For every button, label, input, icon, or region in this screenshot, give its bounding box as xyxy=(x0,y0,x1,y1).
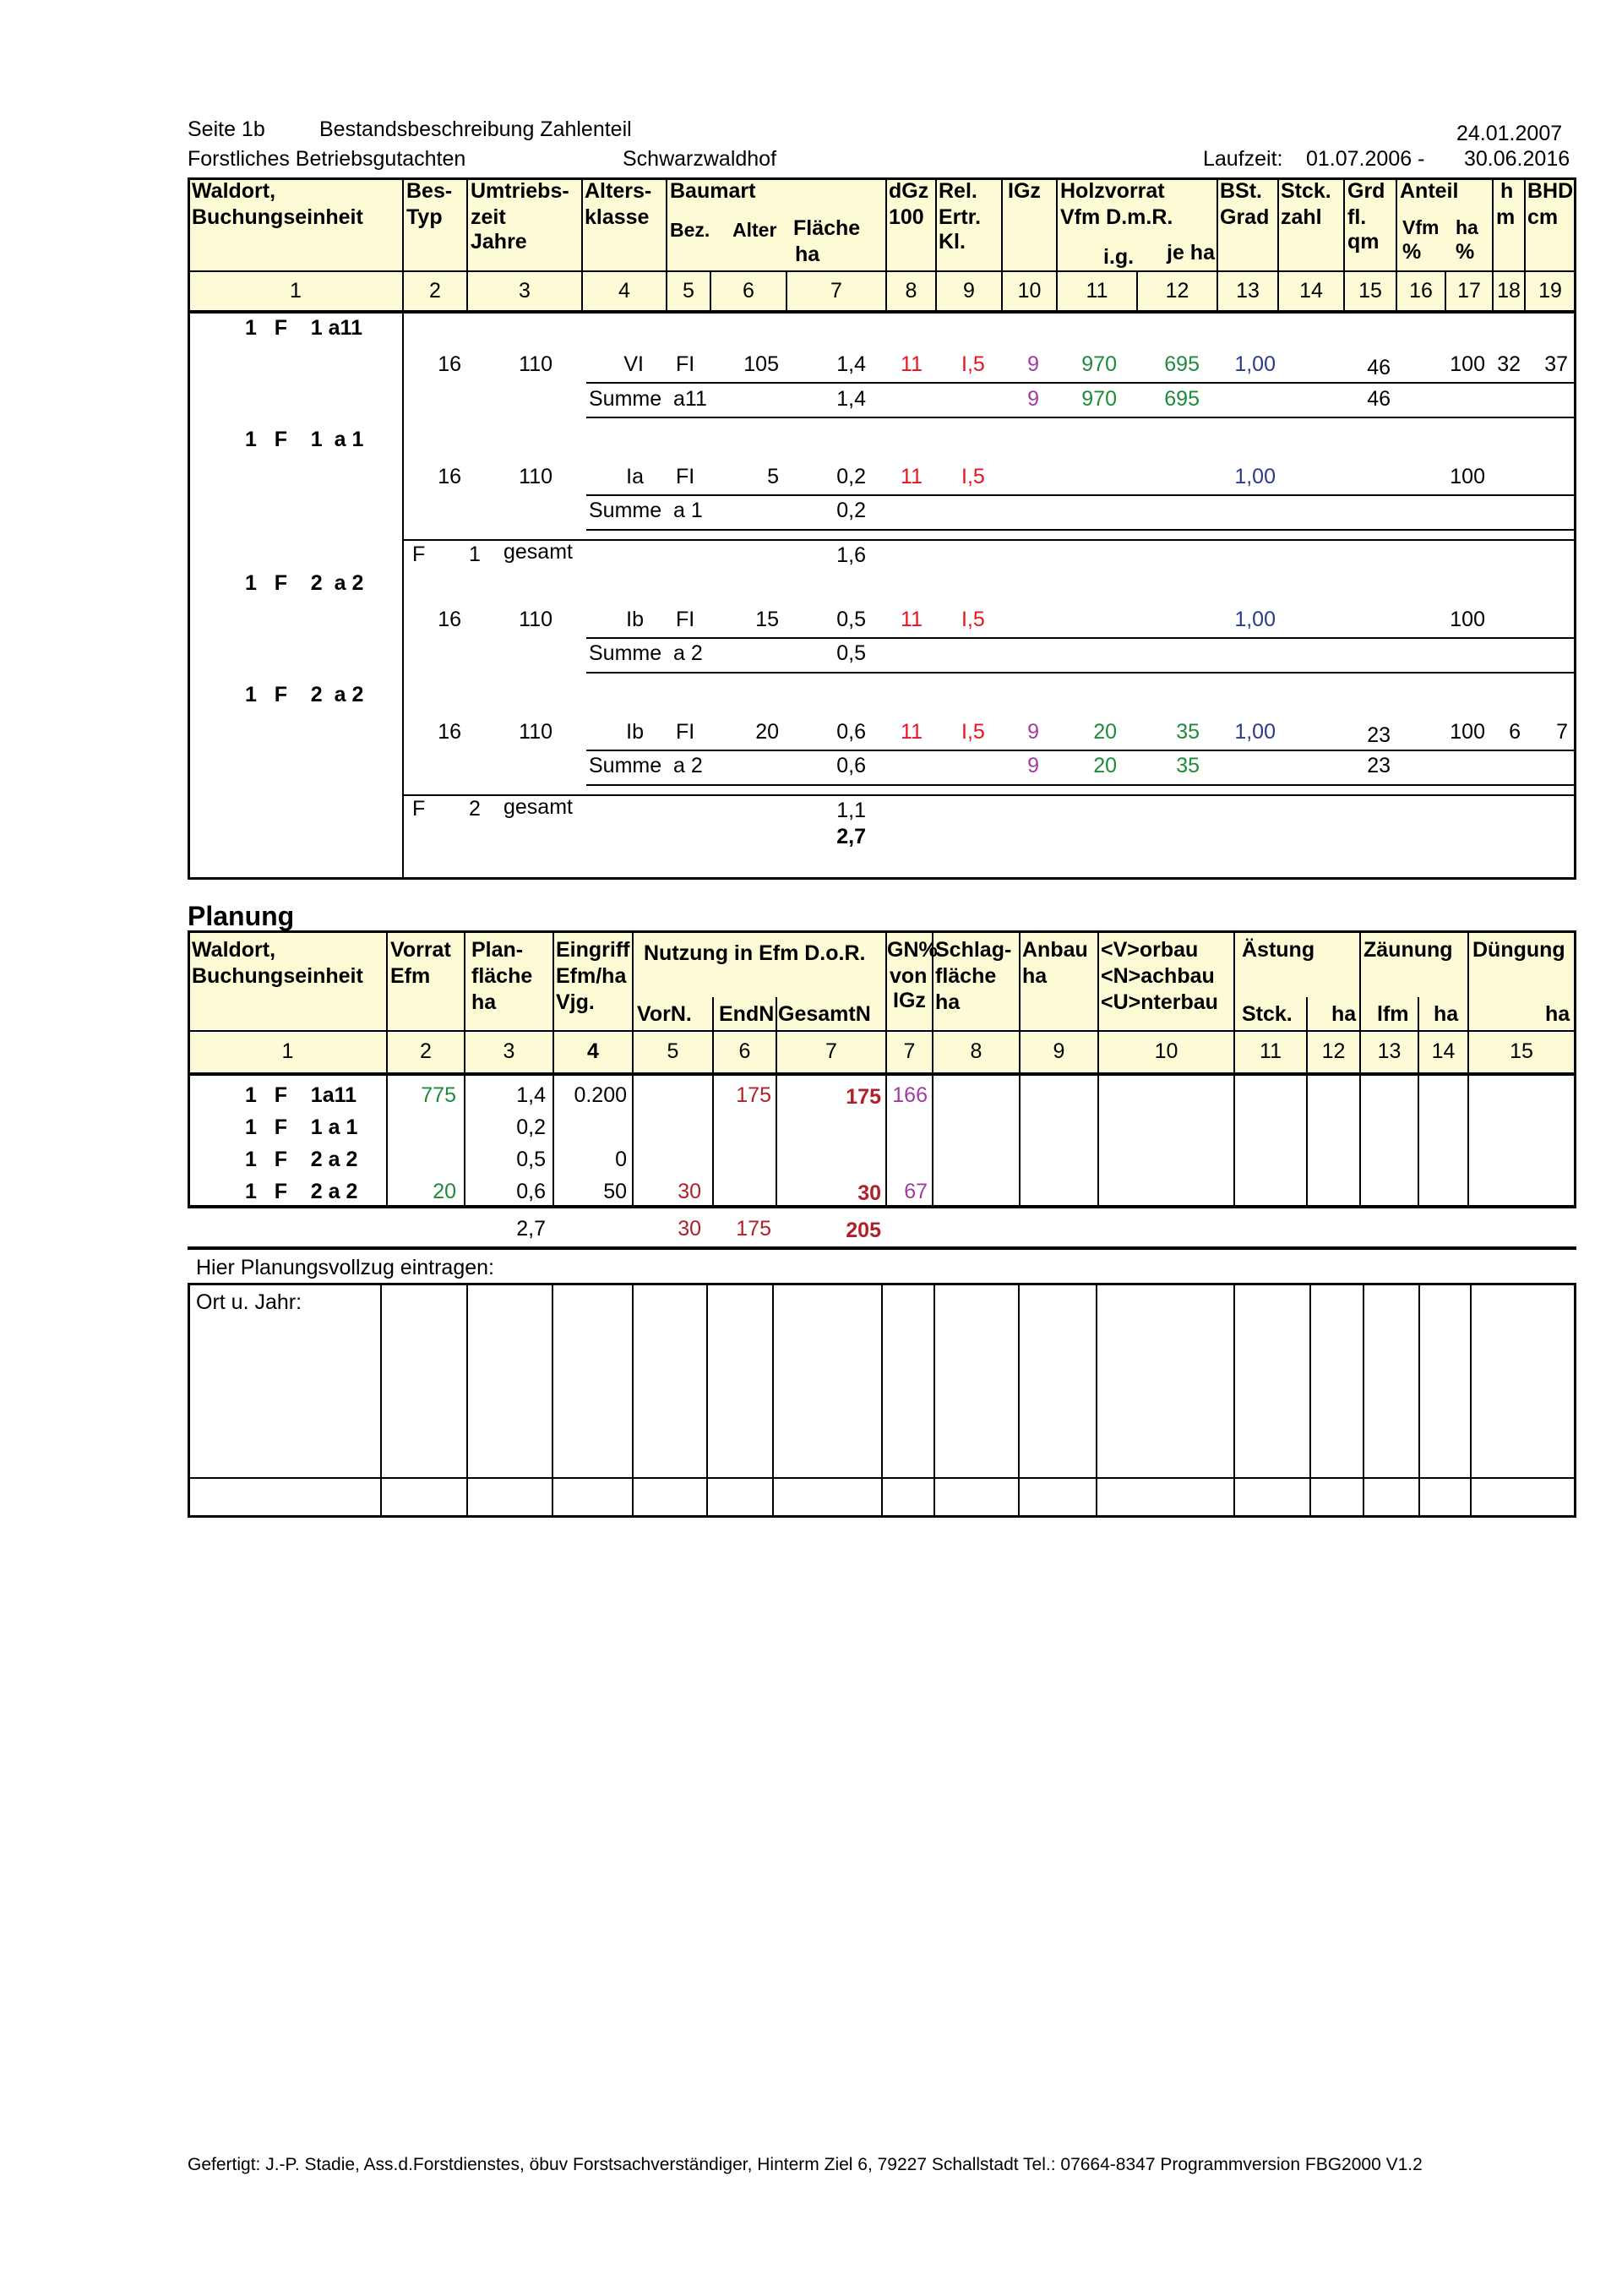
rel-ertr: I,5 xyxy=(961,352,985,376)
colnum: 1 xyxy=(290,279,302,303)
hdr-bes: Bes- xyxy=(406,179,453,203)
baumart-bez: FI xyxy=(676,720,695,744)
hdr-ha2: ha xyxy=(1456,216,1478,238)
hdr-rel: Rel. xyxy=(939,179,977,203)
umtrieb: 110 xyxy=(519,465,552,488)
gesamt-nr: 2 xyxy=(469,797,481,821)
p-flaeche: 0,6 xyxy=(516,1180,546,1203)
col-sep xyxy=(1359,930,1361,1207)
colnum: 19 xyxy=(1538,279,1562,303)
p-row-label: 1 F 2 a 2 xyxy=(245,1180,358,1203)
p-colnum: 10 xyxy=(1154,1039,1178,1063)
col-sep xyxy=(380,1283,382,1518)
p-hdr-vorn: VorN. xyxy=(637,1002,692,1026)
hdr-holzvorrat: Holzvorrat xyxy=(1060,179,1165,203)
p-hdr-ast-stck: Stck. xyxy=(1242,1002,1293,1026)
col-sep xyxy=(188,1073,190,1207)
anteil: 100 xyxy=(1450,720,1485,744)
rule xyxy=(586,672,1576,674)
rule xyxy=(586,494,1576,496)
p-row-label: 1 F 2 a 2 xyxy=(245,1148,358,1171)
colnum: 18 xyxy=(1497,279,1521,303)
col-sep xyxy=(1418,997,1419,1207)
p-hdr-buchung: Buchungseinheit xyxy=(192,964,363,988)
alter: 105 xyxy=(743,352,779,376)
unit-label: 1 F 1 a 1 xyxy=(245,428,364,451)
gesamt-f: F xyxy=(412,543,426,566)
hdr-qm: qm xyxy=(1347,230,1380,254)
anteil: 100 xyxy=(1450,608,1485,631)
summe-flaeche: 0,2 xyxy=(836,499,866,522)
summe-grd: 46 xyxy=(1367,387,1391,411)
p-hdr-anbau: Anbau xyxy=(1022,938,1088,962)
hdr-jahre: Jahre xyxy=(471,230,527,254)
hdr-stck: Stck. xyxy=(1281,179,1331,203)
col-sep xyxy=(1019,930,1021,1207)
hdr-zeit: zeit xyxy=(471,205,506,229)
hdr-vfm: Vfm xyxy=(1402,216,1440,238)
rule xyxy=(586,529,1576,531)
dgz: 11 xyxy=(901,608,923,631)
p-total-gesamtn: 205 xyxy=(846,1219,881,1242)
col-sep xyxy=(1470,1283,1472,1518)
hdr-pct2: % xyxy=(1456,240,1475,264)
altersklasse: Ib xyxy=(626,720,644,744)
gesamt-flaeche: 1,1 xyxy=(836,799,866,822)
hdr-igz: IGz xyxy=(1008,179,1041,203)
p-colnum: 8 xyxy=(970,1039,982,1063)
laufzeit-to: 30.06.2016 xyxy=(1464,147,1570,171)
col-sep xyxy=(464,930,465,1207)
p-colnum: 7 xyxy=(903,1039,916,1063)
rule xyxy=(188,1030,1576,1032)
hdr-buchung: Buchungseinheit xyxy=(192,205,363,229)
anteil: 100 xyxy=(1450,465,1485,488)
bestockungsgrad: 1,00 xyxy=(1234,352,1276,376)
summe-ig: 970 xyxy=(1081,387,1117,411)
p-flaeche: 0,5 xyxy=(516,1148,546,1171)
baumart-bez: FI xyxy=(676,608,695,631)
summe-jeha: 695 xyxy=(1164,387,1200,411)
hdr-grd: Grd xyxy=(1347,179,1385,203)
p-flaeche: 0,2 xyxy=(516,1115,546,1139)
report-date: 24.01.2007 xyxy=(1456,122,1563,145)
hdr-klasse: klasse xyxy=(585,205,650,229)
p-hdr-gesamtn: GesamtN xyxy=(778,1002,871,1026)
col-sep xyxy=(1018,1283,1020,1518)
hdr-ha: ha xyxy=(795,243,820,266)
p-vorn: 30 xyxy=(678,1180,701,1203)
summe-igz: 9 xyxy=(1027,754,1039,777)
vorrat-ig: 970 xyxy=(1081,352,1117,376)
laufzeit-label: Laufzeit: xyxy=(1203,147,1283,171)
baumart-bez: FI xyxy=(676,465,695,488)
p-hdr-flaeche: fläche xyxy=(471,964,533,988)
colnum: 3 xyxy=(519,279,531,303)
rule xyxy=(586,417,1576,418)
p-colnum: 9 xyxy=(1053,1039,1065,1063)
p-hdr-efmha: Efm/ha xyxy=(556,964,627,988)
vorrat-ig: 20 xyxy=(1093,720,1117,744)
p-hdr-schlag: Schlag- xyxy=(935,938,1012,962)
umtrieb: 110 xyxy=(519,352,552,376)
grundflaeche: 46 xyxy=(1367,356,1391,379)
colnum: 17 xyxy=(1457,279,1481,303)
gesamt-f: F xyxy=(412,797,426,821)
colnum: 9 xyxy=(963,279,975,303)
p-row-label: 1 F 1a11 xyxy=(245,1083,357,1107)
grundflaeche: 23 xyxy=(1367,723,1391,747)
p-hdr-nachbau: <N>achbau xyxy=(1101,964,1215,988)
flaeche: 0,6 xyxy=(836,720,866,744)
col-sep xyxy=(1306,997,1308,1207)
rel-ertr: I,5 xyxy=(961,608,985,631)
vollzug-caption: Hier Planungsvollzug eintragen: xyxy=(196,1256,494,1279)
hoehe: 6 xyxy=(1509,720,1521,744)
flaeche: 1,4 xyxy=(836,352,866,376)
rule xyxy=(404,539,1576,541)
col-sep xyxy=(885,930,887,1207)
ort-jahr-label: Ort u. Jahr: xyxy=(196,1290,302,1314)
p-hdr-schlagflaeche: fläche xyxy=(935,964,997,988)
umtrieb: 110 xyxy=(519,720,552,744)
bhd: 7 xyxy=(1556,720,1568,744)
p-hdr-nutzung: Nutzung in Efm D.o.R. xyxy=(644,941,866,965)
colnum: 11 xyxy=(1086,279,1108,303)
colnum: 7 xyxy=(830,279,842,303)
colnum: 8 xyxy=(905,279,917,303)
col-sep xyxy=(1574,930,1576,1075)
p-gesamtn: 30 xyxy=(857,1181,881,1205)
hdr-anteil: Anteil xyxy=(1400,179,1459,203)
p-hdr-efm: Efm xyxy=(390,964,431,988)
gesamt-label: gesamt xyxy=(503,795,573,819)
p-colnum: 15 xyxy=(1510,1039,1533,1063)
unit-label: 1 F 2 a 2 xyxy=(245,683,364,706)
p-total-vorn: 30 xyxy=(678,1217,701,1241)
baumart-bez: FI xyxy=(676,352,695,376)
hdr-baumart: Baumart xyxy=(670,179,756,203)
planung-title: Planung xyxy=(188,901,295,931)
p-hdr-plan: Plan- xyxy=(471,938,524,962)
summe-flaeche: 1,4 xyxy=(836,387,866,411)
colnum: 13 xyxy=(1236,279,1260,303)
alter: 5 xyxy=(767,465,779,488)
hdr-fl: fl. xyxy=(1347,205,1367,229)
bes-typ: 16 xyxy=(438,608,461,631)
col-sep xyxy=(776,997,777,1207)
p-colnum: 2 xyxy=(420,1039,432,1063)
hdr-waldort: Waldort, xyxy=(192,179,276,203)
colnum: 6 xyxy=(743,279,754,303)
hdr-ertr: Ertr. xyxy=(939,205,982,229)
p-gn: 166 xyxy=(892,1083,928,1107)
gesamt-nr: 1 xyxy=(469,543,481,566)
p-eingriff: 0.200 xyxy=(574,1083,627,1107)
hdr-jeha: je ha xyxy=(1167,241,1215,265)
p-hdr-gn: GN% xyxy=(887,938,938,962)
col-sep xyxy=(1574,1073,1576,1207)
laufzeit-from: 01.07.2006 - xyxy=(1306,147,1425,171)
bes-typ: 16 xyxy=(438,465,461,488)
unit-label: 1 F 1 a11 xyxy=(245,316,362,340)
rule xyxy=(586,750,1576,751)
colnum: 12 xyxy=(1165,279,1189,303)
p-hdr-anbauha: ha xyxy=(1022,964,1048,988)
p-hdr-waldort: Waldort, xyxy=(192,938,276,962)
gesamt-label: gesamt xyxy=(503,540,573,564)
footer-credit: Gefertigt: J.-P. Stadie, Ass.d.Forstdienstes, öbuv Forstsachverständiger, Hinterm Ziel 6, 79227 Schallstadt Tel.: 07664-8347 Programmversion FBG2000 V1.2 xyxy=(188,2155,1423,2174)
hdr-alter: Alter xyxy=(732,219,777,241)
p-endn: 175 xyxy=(736,1083,771,1107)
colnum: 14 xyxy=(1299,279,1323,303)
hdr-vfm-dmr: Vfm D.m.R. xyxy=(1060,205,1173,229)
unit-label: 1 F 2 a 2 xyxy=(245,571,364,595)
hdr-h: h xyxy=(1500,179,1514,203)
col-sep xyxy=(1233,1283,1235,1518)
col-sep xyxy=(881,1283,883,1518)
col-sep xyxy=(706,1283,708,1518)
report-subtitle: Forstliches Betriebsgutachten xyxy=(188,147,466,171)
hdr-zahl: zahl xyxy=(1281,205,1322,229)
hdr-dgz: dGz xyxy=(889,179,929,203)
alter: 20 xyxy=(755,720,779,744)
hdr-typ: Typ xyxy=(406,205,443,229)
p-colnum: 11 xyxy=(1260,1039,1282,1063)
altersklasse: Ib xyxy=(626,608,644,631)
summe-igz: 9 xyxy=(1027,387,1039,411)
col-sep xyxy=(1363,1283,1364,1518)
p-hdr-eingriff: Eingriff xyxy=(556,938,630,962)
p-hdr-unterbau: <U>nterbau xyxy=(1101,990,1218,1014)
rule xyxy=(586,637,1576,639)
col-sep xyxy=(1097,930,1099,1207)
hdr-bhd: BHD xyxy=(1527,179,1574,203)
hdr-cm: cm xyxy=(1527,205,1559,229)
p-eingriff: 0 xyxy=(615,1148,627,1171)
p-hdr-schlagha: ha xyxy=(935,990,961,1014)
p-hdr-astung: Ästung xyxy=(1242,938,1315,962)
col-sep xyxy=(1309,1283,1311,1518)
bes-typ: 16 xyxy=(438,352,461,376)
hdr-alters: Alters- xyxy=(585,179,652,203)
gesamt-flaeche: 1,6 xyxy=(836,543,866,567)
vorrat-jeha: 35 xyxy=(1176,720,1200,744)
rule xyxy=(586,382,1576,384)
col-sep xyxy=(933,1283,935,1518)
p-hdr-lfm: lfm xyxy=(1377,1002,1409,1026)
estate-name: Schwarzwaldhof xyxy=(623,147,777,171)
p-hdr-vjg: Vjg. xyxy=(556,990,595,1014)
total-flaeche: 2,7 xyxy=(836,825,866,848)
col-sep xyxy=(632,1283,634,1518)
p-hdr-vorrat: Vorrat xyxy=(390,938,451,962)
colnum: 16 xyxy=(1409,279,1433,303)
bestockungsgrad: 1,00 xyxy=(1234,720,1276,744)
p-hdr-endn: EndN xyxy=(719,1002,775,1026)
col-sep xyxy=(1233,930,1235,1207)
summe-flaeche: 0,5 xyxy=(836,641,866,665)
summe-ig: 20 xyxy=(1093,754,1117,777)
summe-label: Summe a 2 xyxy=(589,754,703,777)
p-row-label: 1 F 1 a 1 xyxy=(245,1115,358,1139)
hdr-flaeche: Fläche xyxy=(793,216,861,240)
summe-flaeche: 0,6 xyxy=(836,754,866,777)
p-hdr-zaun-ha: ha xyxy=(1434,1002,1459,1026)
p-gn: 67 xyxy=(904,1180,928,1203)
rule xyxy=(404,794,1576,796)
igz: 9 xyxy=(1027,352,1039,376)
p-colnum: 4 xyxy=(587,1039,599,1063)
p-total-flaeche: 2,7 xyxy=(516,1217,546,1241)
p-hdr-duengung: Düngung xyxy=(1472,938,1565,962)
col-sep xyxy=(772,1283,774,1518)
igz: 9 xyxy=(1027,720,1039,744)
rule xyxy=(188,1205,1576,1208)
p-hdr-zaunung: Zäunung xyxy=(1363,938,1453,962)
bhd: 37 xyxy=(1544,352,1568,376)
altersklasse: VI xyxy=(623,352,644,376)
colnum: 15 xyxy=(1358,279,1382,303)
col-sep xyxy=(1096,1283,1097,1518)
hdr-bez: Bez. xyxy=(670,219,710,241)
p-colnum: 3 xyxy=(503,1039,515,1063)
hdr-m: m xyxy=(1496,205,1516,229)
rule xyxy=(188,310,1576,314)
rel-ertr: I,5 xyxy=(961,465,985,488)
dgz: 11 xyxy=(901,465,923,488)
dgz: 11 xyxy=(901,720,923,744)
p-hdr-dueng-ha: ha xyxy=(1545,1002,1570,1026)
p-hdr-vorbau: <V>orbau xyxy=(1101,938,1199,962)
umtrieb: 110 xyxy=(519,608,552,631)
p-colnum: 12 xyxy=(1321,1039,1346,1063)
altersklasse: Ia xyxy=(626,465,644,488)
page-number: Seite 1b xyxy=(188,117,265,141)
col-sep xyxy=(1418,1283,1420,1518)
hdr-kl: Kl. xyxy=(939,230,966,254)
p-hdr-igz: IGz xyxy=(893,989,926,1012)
summe-grd: 23 xyxy=(1367,754,1391,777)
flaeche: 0,5 xyxy=(836,608,866,631)
p-colnum: 1 xyxy=(281,1039,294,1063)
bestockungsgrad: 1,00 xyxy=(1234,608,1276,631)
col-sep xyxy=(386,930,388,1207)
hdr-grad: Grad xyxy=(1220,205,1270,229)
alter: 15 xyxy=(755,608,779,631)
summe-jeha: 35 xyxy=(1176,754,1200,777)
col-sep xyxy=(552,930,554,1207)
col-sep xyxy=(552,1283,553,1518)
p-vorrat: 20 xyxy=(433,1180,456,1203)
bestockungsgrad: 1,00 xyxy=(1234,465,1276,488)
p-colnum: 7 xyxy=(825,1039,837,1063)
p-colnum: 6 xyxy=(738,1039,751,1063)
p-vorrat: 775 xyxy=(421,1083,456,1107)
anteil: 100 xyxy=(1450,352,1485,376)
p-hdr-ast-ha: ha xyxy=(1331,1002,1357,1026)
colnum: 2 xyxy=(429,279,441,303)
hdr-pct1: % xyxy=(1402,240,1422,264)
p-colnum: 13 xyxy=(1377,1039,1402,1063)
hdr-umtrieb: Umtriebs- xyxy=(471,179,569,203)
p-gesamtn: 175 xyxy=(846,1085,881,1109)
hdr-dgz-100: 100 xyxy=(889,205,924,229)
col-sep xyxy=(466,1283,468,1518)
rel-ertr: I,5 xyxy=(961,720,985,744)
hdr-bst: BSt. xyxy=(1220,179,1262,203)
p-flaeche: 1,4 xyxy=(516,1083,546,1107)
summe-label: Summe a 1 xyxy=(589,499,703,522)
colnum: 10 xyxy=(1017,279,1042,303)
summe-label: Summe a11 xyxy=(589,387,707,411)
summe-label: Summe a 2 xyxy=(589,641,703,665)
p-hdr-ha: ha xyxy=(471,990,497,1014)
rule xyxy=(188,270,1576,272)
vorrat-jeha: 695 xyxy=(1164,352,1200,376)
colnum: 5 xyxy=(683,279,694,303)
rule xyxy=(188,1072,1576,1076)
p-total-endn: 175 xyxy=(736,1217,771,1241)
col-sep xyxy=(712,997,714,1207)
hdr-ig: i.g. xyxy=(1103,245,1135,269)
p-colnum: 5 xyxy=(667,1039,679,1063)
col-sep xyxy=(632,930,634,1207)
col-sep xyxy=(932,930,933,1207)
dgz: 11 xyxy=(901,352,923,376)
report-title: Bestandsbeschreibung Zahlenteil xyxy=(319,117,632,141)
hoehe: 32 xyxy=(1497,352,1521,376)
rule xyxy=(188,1246,1576,1250)
p-hdr-von: von xyxy=(890,964,928,988)
rule xyxy=(586,784,1576,786)
colnum: 4 xyxy=(618,279,630,303)
col-sep xyxy=(1467,930,1469,1207)
p-eingriff: 50 xyxy=(603,1180,627,1203)
bes-typ: 16 xyxy=(438,720,461,744)
p-colnum: 14 xyxy=(1431,1039,1456,1063)
flaeche: 0,2 xyxy=(836,465,866,488)
